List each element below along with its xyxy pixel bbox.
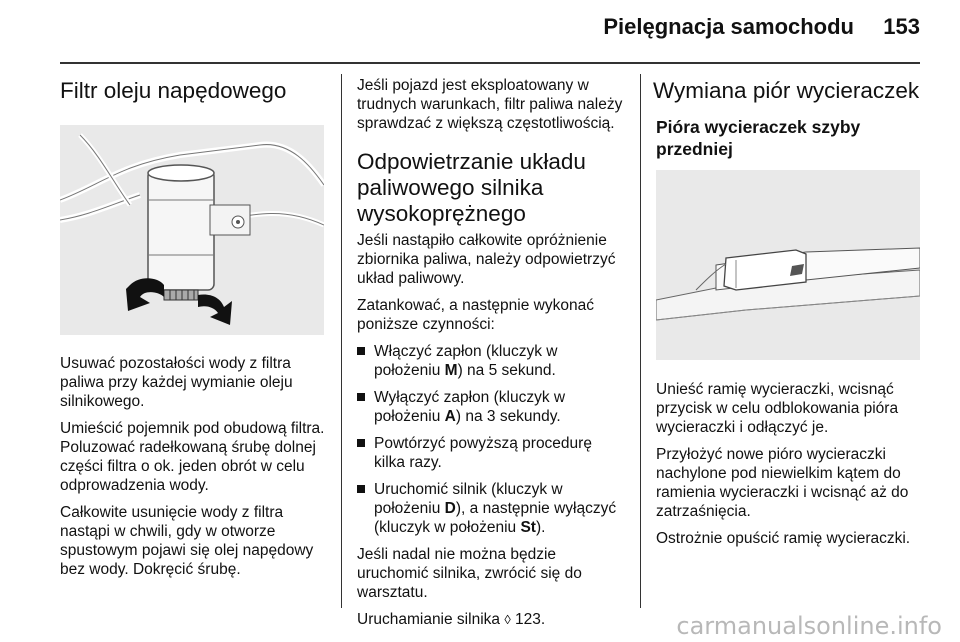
list-text: ), a następnie wyłączyć (kluczyk w położeniu	[374, 500, 617, 536]
key-position: A	[444, 408, 456, 425]
list-item	[357, 480, 625, 537]
reference-page: 123.	[510, 611, 546, 628]
paragraph: Jeśli nadal nie można będzie uruchomić silnika, zwrócić się do warsztatu.	[357, 546, 582, 601]
column-1	[60, 76, 326, 579]
key-position: St	[520, 519, 536, 536]
list-text: Włączyć zapłon (kluczyk w położeniu	[374, 343, 558, 379]
paragraph: Umieścić pojemnik pod obudową filtra. Poluzować radełkowaną śrubę dolnej części filtra o ok. jeden obrót w celu odprowadzenia wody.	[60, 420, 325, 494]
key-position: D	[444, 500, 456, 517]
key-position: M	[444, 362, 458, 379]
section-heading-wiper-blades: Wymiana piór wycieraczek	[653, 78, 920, 103]
list-text: Powtórzyć powyższą procedurę kilka razy.	[374, 435, 592, 471]
paragraph: Ostrożnie opuścić ramię wycieraczki.	[656, 530, 911, 547]
list-text: ).	[535, 519, 546, 536]
page-reference-icon: ◊	[504, 612, 511, 627]
paragraph: Jeśli pojazd jest eksploatowany w trudnych warunkach, filtr paliwa należy sprawdzać z większą częstotliwością.	[357, 77, 623, 132]
paragraph: Całkowite usunięcie wody z filtra nastąpi w chwili, gdy w otworze spustowym pojawi się olej napędowy bez wody. Dokręcić śrubę.	[60, 504, 314, 578]
cross-reference	[357, 610, 625, 629]
list-item	[357, 388, 625, 426]
bullet-icon	[357, 393, 365, 401]
bullet-icon	[357, 485, 365, 493]
procedure-list	[357, 342, 625, 537]
reference-text: Uruchamianie silnika	[357, 611, 505, 628]
column-divider	[341, 74, 342, 608]
list-text: ) na 5 sekund.	[457, 362, 556, 379]
list-text: ) na 3 sekundy.	[455, 408, 561, 425]
list-item	[357, 342, 625, 380]
list-item	[357, 434, 625, 472]
column-2	[357, 76, 625, 629]
paragraph: Zatankować, a następnie wykonać poniższe czynności:	[357, 297, 594, 333]
fuel-filter-illustration	[60, 125, 324, 335]
column-3	[653, 76, 924, 548]
bullet-icon	[357, 347, 365, 355]
paragraph: Przyłożyć nowe pióro wycieraczki nachylone pod niewielkim kątem do ramienia wycieraczki i wcisnąć aż do zatrzaśnięcia.	[656, 446, 909, 520]
section-heading-fuel-filter: Filtr oleju napędowego	[60, 78, 287, 103]
page-number: 153	[883, 14, 920, 39]
watermark: carmanualsonline.info	[676, 612, 942, 640]
section-heading-fuel-bleeding: Odpowietrzanie układu paliwowego silnika wysokoprężnego	[357, 149, 586, 226]
subsection-heading-front-wipers: Pióra wycieraczek szyby przedniej	[656, 117, 861, 159]
paragraph: Jeśli nastąpiło całkowite opróżnienie zbiornika paliwa, należy odpowietrzyć układ paliwowy.	[357, 232, 616, 287]
paragraph: Usuwać pozostałości wody z filtra paliwa przy każdej wymianie oleju silnikowego.	[60, 355, 293, 410]
column-divider	[640, 74, 641, 608]
wiper-blade-illustration	[656, 170, 920, 360]
header-rule	[60, 62, 920, 64]
bullet-icon	[357, 439, 365, 447]
list-text: Uruchomić silnik (kluczyk w położeniu	[374, 481, 563, 517]
page-header-title: Pielęgnacja samochodu	[603, 14, 854, 39]
paragraph: Unieść ramię wycieraczki, wcisnąć przycisk w celu odblokowania pióra wycieraczki i odłączyć je.	[656, 381, 899, 436]
list-text: Wyłączyć zapłon (kluczyk w położeniu	[374, 389, 566, 425]
